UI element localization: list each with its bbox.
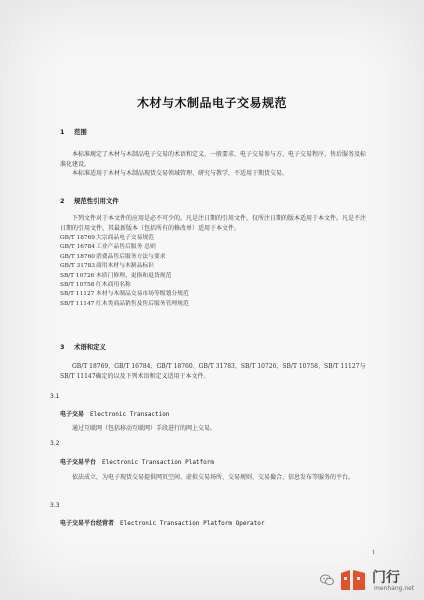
menhang-logo bbox=[340, 569, 366, 591]
reference-item bbox=[60, 253, 189, 262]
section-number: 3 bbox=[60, 343, 65, 351]
reference-list bbox=[60, 234, 189, 309]
reference-code: GB/T 31783 bbox=[60, 263, 95, 270]
term-heading bbox=[60, 457, 214, 466]
reference-name: 消费品售后服务方法与要求 bbox=[96, 253, 166, 260]
document-title: 木材与木制品电子交易规范 bbox=[136, 96, 287, 110]
reference-item bbox=[60, 290, 189, 299]
watermark-brand: 门行 bbox=[372, 570, 400, 586]
section-2-heading bbox=[60, 196, 119, 205]
section-title: 术语和定义 bbox=[74, 343, 106, 351]
reference-name: 大宗商品电子交易规范 bbox=[96, 235, 154, 241]
term-number: 3.2 bbox=[50, 440, 60, 447]
term-number: 3.1 bbox=[50, 393, 60, 400]
reference-name: 红木商用名称 bbox=[96, 282, 131, 289]
term-en: Electronic Transaction Platform Operator bbox=[120, 520, 265, 527]
term-definition: 通过互联网（包括移动互联网）手段进行的网上交易。 bbox=[72, 425, 217, 432]
reference-item bbox=[60, 300, 189, 309]
term-zh: 电子交易平台经营者 bbox=[60, 520, 115, 527]
reference-code: SB/T 11147 bbox=[60, 300, 95, 307]
reference-code: GB/T 18760 bbox=[60, 253, 95, 260]
section-title: 规范性引用文件 bbox=[74, 197, 119, 205]
reference-name: 木质门修理、更换和退货规范 bbox=[96, 272, 172, 279]
reference-item bbox=[60, 234, 189, 243]
reference-name: 木材与木制品交易市场等级划分规范 bbox=[96, 291, 189, 298]
section-title: 范围 bbox=[74, 128, 87, 136]
term-heading bbox=[60, 518, 265, 527]
section-number: 2 bbox=[60, 197, 65, 205]
reference-code: SB/T 10758 bbox=[60, 282, 95, 289]
term-zh: 电子交易 bbox=[60, 411, 85, 418]
reference-item bbox=[60, 272, 189, 281]
page-number: 1 bbox=[372, 550, 376, 556]
watermark-url: menhang.net bbox=[374, 585, 415, 592]
reference-name: 工业产品售后服务 总则 bbox=[96, 244, 156, 251]
term-definition: 依法成立，为电子现货交易提供网页空间、虚拟交易场所、交易规则、交易撮合、信息发布等服务的平台。 bbox=[72, 474, 355, 481]
term-number: 3.3 bbox=[50, 502, 60, 509]
section-number: 1 bbox=[60, 128, 65, 136]
section-1-heading bbox=[60, 127, 87, 136]
terms-intro: GB/T 18769、GB/T 16784、GB/T 18760、GB/T 31783、SB/T 10726、SB/T 10758、SB/T 11127与SB/T 11147确定的以及下列术语和定义适用于本文件。 bbox=[60, 363, 366, 380]
scope-paragraph-2: 本标准适用于木材与木制品现货交易领域管理、研究与教学，不适用于期货交易。 bbox=[72, 170, 289, 177]
watermark bbox=[318, 566, 418, 596]
reference-name: 商用木材与木制品标识 bbox=[96, 263, 154, 270]
section-3-heading bbox=[60, 342, 106, 351]
wechat-icon bbox=[320, 574, 334, 586]
reference-item bbox=[60, 243, 189, 252]
scope-paragraph-1: 本标准规定了木材与木制品电子交易的术语和定义、一般要求、电子交易参与方、电子交易程序、售后服务及标准化建设。 bbox=[60, 151, 367, 168]
term-zh: 电子交易平台 bbox=[60, 459, 97, 466]
references-intro: 下列文件对于本文件的应用是必不可少的。凡是注日期的引用文件，仅所注日期的版本适用于本文件。凡是不注日期的引用文件，其最新版本（包括所有的修改单）适用于本文件。 bbox=[60, 215, 367, 232]
reference-item bbox=[60, 281, 189, 290]
term-heading bbox=[60, 409, 170, 418]
reference-code: GB/T 18769 bbox=[60, 235, 95, 241]
reference-code: SB/T 11127 bbox=[60, 291, 95, 298]
term-en: Electronic Transaction Platform bbox=[102, 459, 214, 466]
reference-code: SB/T 10726 bbox=[60, 272, 95, 279]
term-en: Electronic Transaction bbox=[90, 411, 170, 418]
reference-name: 红木类商品销售及售后服务管理规范 bbox=[96, 300, 189, 307]
reference-item bbox=[60, 262, 189, 271]
reference-code: GB/T 16784 bbox=[60, 244, 95, 251]
